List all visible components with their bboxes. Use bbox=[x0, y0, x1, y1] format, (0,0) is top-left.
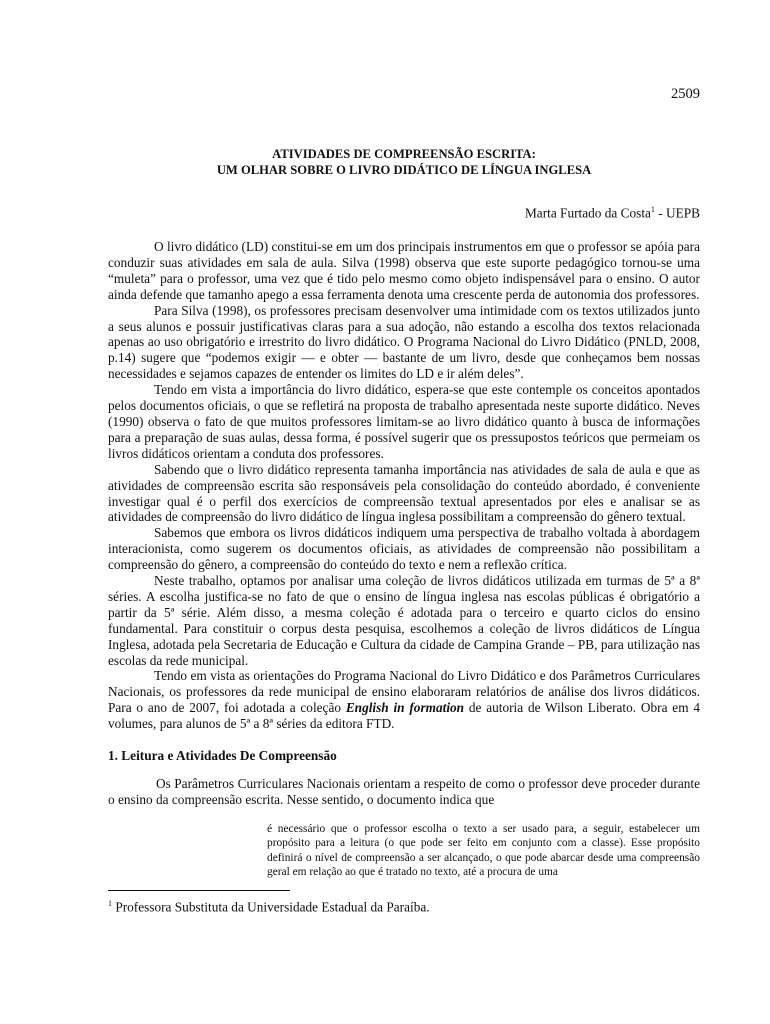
paragraph: Neste trabalho, optamos por analisar uma coleção de livros didáticos utilizada em turmas de 5ª a 8ª séries. A escolha justifica-se no fato de que o ensino de língua inglesa nas escolas públicas é obrigatório a partir da 5ª série. Além disso, a mesma coleção é adotada para o terceiro e quarto ciclos do ensino fundamental. Para constituir o corpus desta pesquisa, escolhemos a coleção de livros didáticos de Língua Inglesa, adotada pela Secretaria de Educação e Cultura da cidade de Campina Grande – PB, para utilização nas escolas da rede municipal. bbox=[108, 573, 700, 668]
paragraph: O livro didático (LD) constitui-se em um dos principais instrumentos em que o professor se apóia para conduzir suas atividades em sala de aula. Silva (1998) observa que este suporte pedagógico tornou-se uma “muleta” para o professor, uma vez que é tido pelo mesmo como objeto indispensável para o ensino. O autor ainda defende que tamanho apego a essa ferramenta denota uma crescente perda de autonomia dos professores. bbox=[108, 239, 700, 302]
title-line-2: UM OLHAR SOBRE O LIVRO DIDÁTICO DE LÍNGUA INGLESA bbox=[216, 163, 592, 177]
footnote-divider bbox=[108, 890, 290, 891]
author-affiliation: - UEPB bbox=[654, 205, 700, 221]
paragraph: Os Parâmetros Curriculares Nacionais orientam a respeito de como o professor deve proceder durante o ensino da compreensão escrita. Nesse sentido, o documento indica que bbox=[108, 776, 700, 807]
author-line bbox=[525, 205, 700, 221]
paper-title bbox=[108, 146, 700, 178]
footnote-text: Professora Substituta da Universidade Estadual da Paraíba. bbox=[112, 899, 430, 915]
footnote bbox=[108, 899, 430, 915]
document-page bbox=[108, 0, 700, 1024]
paragraph: Para Silva (1998), os professores precisam desenvolver uma intimidade com os textos utilizados junto a seus alunos e possuir justificativas claras para a sua adoção, não estando a escolha dos textos relacionada apenas ao uso obrigatório e irrestrito do livro didático. O Programa Nacional do Livro Didático (PNLD, 2008, p.14) sugere que “podemos exigir — e obter — bastante de um livro, desde que conheçamos bem nossas necessidades e sejamos capazes de entender os limites do LD e ir além deles”. bbox=[108, 302, 700, 382]
section-heading: 1. Leitura e Atividades De Compreensão bbox=[108, 748, 337, 764]
author-name: Marta Furtado da Costa bbox=[524, 205, 651, 221]
paragraph: Sabemos que embora os livros didáticos indiquem uma perspectiva de trabalho voltada à abordagem interacionista, como sugerem os documentos oficiais, as atividades de compreensão não possibilitam a compreensão do gênero, a compreensão do conteúdo do texto e nem a reflexão crítica. bbox=[108, 525, 700, 573]
title-line-1: ATIVIDADES DE COMPREENSÃO ESCRITA: bbox=[272, 147, 536, 161]
paragraph-text: Tendo em vista as orientações do Programa Nacional do Livro Didático e dos Parâmetros Curriculares Nacionais, os professores da rede municipal de ensino elaboraram relatórios de análise dos livros didáticos. Para o ano de 2007, foi adotada a coleção bbox=[108, 668, 700, 716]
page-number: 2509 bbox=[671, 86, 700, 102]
paragraph: Tendo em vista a importância do livro didático, espera-se que este contemple os conceitos apontados pelos documentos oficiais, o que se refletirá na proposta de trabalho apresentada neste suporte didático. Neves (1990) observa o fato de que muitos professores limitam-se ao livro didático quanto à busca de informações para a preparação de suas aulas, dessa forma, é possível sugerir que os pressupostos teóricos que permeiam os livros didáticos orientam a conduta dos professores. bbox=[108, 382, 700, 461]
book-title: English in formation bbox=[345, 700, 465, 716]
paragraph bbox=[108, 668, 700, 732]
footnote-mark: 1 bbox=[108, 899, 112, 908]
paragraph-text: de autoria de Wilson Liberato. Obra em 4 volumes, para alunos de 5ª a 8ª séries da editora FTD. bbox=[108, 700, 700, 732]
body-text bbox=[108, 239, 700, 808]
author-footnote-mark: 1 bbox=[650, 205, 655, 214]
block-quote: é necessário que o professor escolha o texto a ser usado para, a seguir, estabelecer um propósito para a leitura (o que pode ser feito em conjunto com a classe). Esse propósito definirá o nível de compreensão a ser alcançado, o que pode abarcar desde uma compreensão geral em relação ao que é tratado no texto, até a procura de uma bbox=[267, 823, 700, 879]
paragraph: Sabendo que o livro didático representa tamanha importância nas atividades de sala de aula e que as atividades de compreensão escrita são responsáveis pela consolidação do conteúdo abordado, é conveniente investigar qual é o perfil dos exercícios de compreensão textual apresentados por eles e analisar se as atividades de compreensão do livro didático de língua inglesa possibilitam a compreensão do gênero textual. bbox=[108, 461, 700, 525]
